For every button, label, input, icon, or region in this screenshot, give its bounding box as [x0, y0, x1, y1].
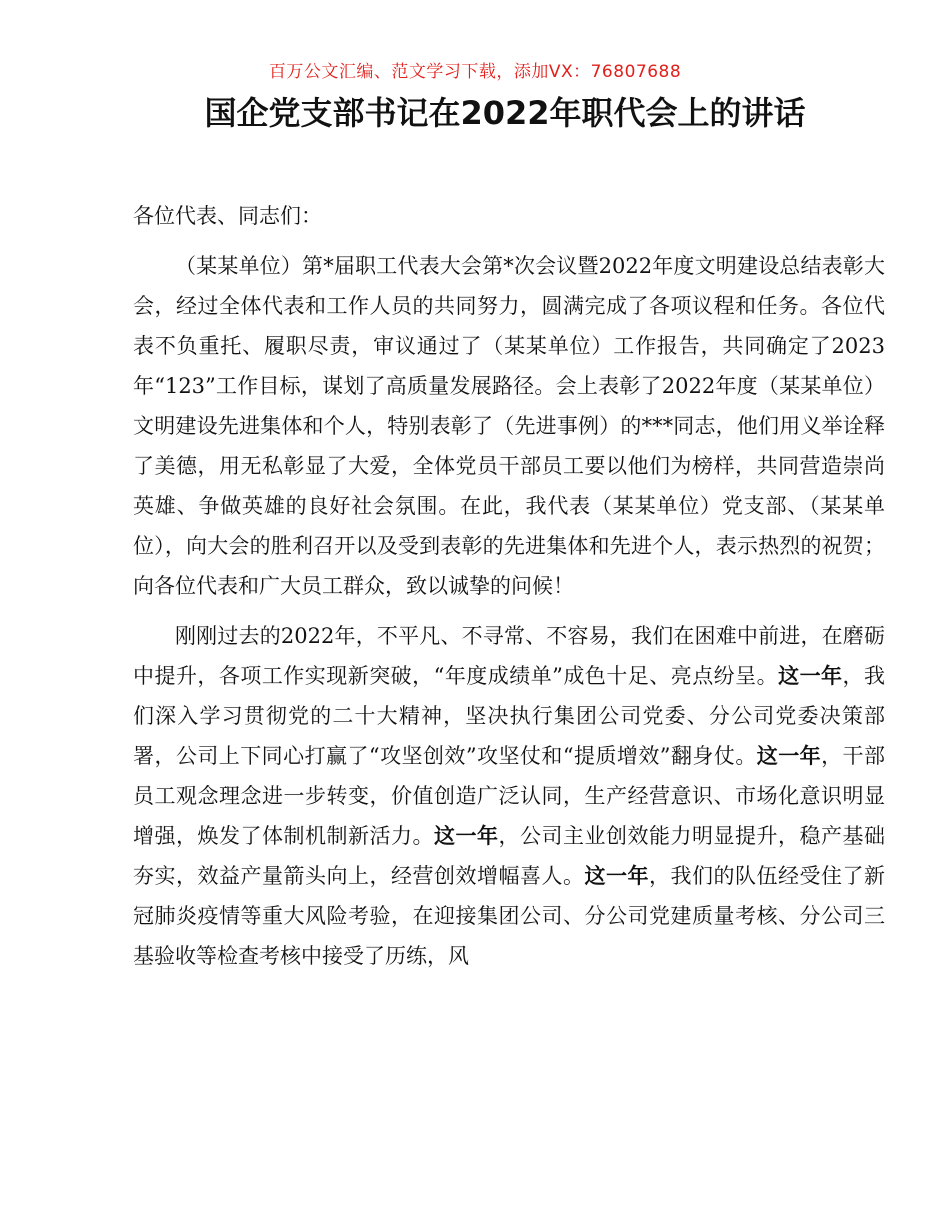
document-body: [133, 196, 885, 986]
salutation: 各位代表、同志们：: [133, 204, 322, 228]
watermark-text: 百万公文汇编、范文学习下载，添加VX：76807688: [268, 62, 682, 82]
paragraph-2-text-1: ，我们深入学习贯彻党的二十大精神，坚决执行集团公司党委、分公司党委决策部署，公司上下同心打赢了“攻坚创效”攻坚仗和“提质增效”翻身仗。: [133, 664, 886, 768]
paragraph-2-intro: 刚刚过去的2022年，不平凡、不寻常、不容易，我们在困难中前进，在磨砺中提升，各项工作实现新突破，“年度成绩单”成色十足、亮点纷呈。: [133, 624, 885, 688]
paragraph-1: （某某单位）第*届职工代表大会第*次会议暨2022年度文明建设总结表彰大会，经过全体代表和工作人员的共同努力，圆满完成了各项议程和任务。各位代表不负重托、履职尽责，审议通过了（某某单位）工作报告，共同确定了2023年“123”工作目标，谋划了高质量发展路径。会上表彰了2022年度（某某单位）文明建设先进集体和个人，特别表彰了（先进事例）的***同志，他们用义举诠释了美德，用无私彰显了大爱，全体党员干部员工要以他们为榜样，共同营造崇尚英雄、争做英雄的良好社会氛围。在此，我代表（某某单位）党支部、（某某单位），向大会的胜利召开以及受到表彰的先进集体和先进个人，表示热烈的祝贺；向各位代表和广大员工群众，致以诚挚的问候！: [133, 254, 885, 598]
paragraph-2-text-4: ，我们的队伍经受住了新冠肺炎疫情等重大风险考验，在迎接集团公司、分公司党建质量考核、分公司三基验收等检查考核中接受了历练，风: [133, 864, 885, 968]
paragraph-2-text-2: ，干部员工观念理念进一步转变，价值创造广泛认同，生产经营意识、市场化意识明显增强，焕发了体制机制新活力。: [133, 744, 886, 848]
document-title: 国企党支部书记在2022年职代会上的讲话: [204, 94, 806, 132]
emphasis-this-year-3: 这一年: [434, 824, 499, 848]
emphasis-this-year-4: 这一年: [584, 864, 649, 888]
paragraph-2: [133, 616, 885, 976]
emphasis-this-year-2: 这一年: [756, 744, 822, 768]
emphasis-this-year-1: 这一年: [778, 664, 843, 688]
paragraph-2-text-3: ，公司主业创效能力明显提升，稳产基础夯实，效益产量箭头向上，经营创效增幅喜人。: [133, 824, 885, 888]
